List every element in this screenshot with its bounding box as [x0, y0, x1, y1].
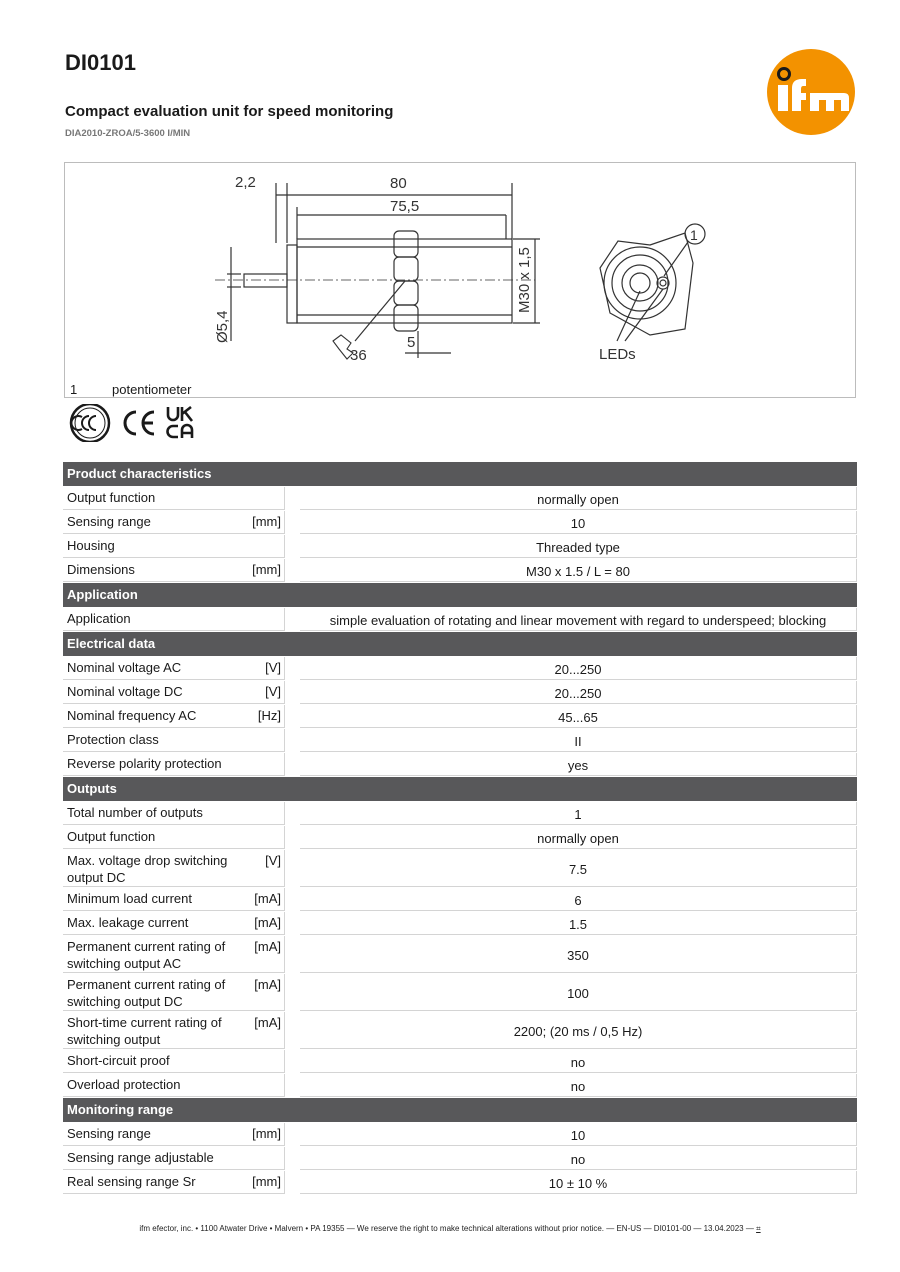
table-row	[63, 1123, 857, 1146]
dim-2-2: 2,2	[235, 174, 256, 191]
row-unit: [mA]	[254, 1015, 281, 1030]
section-header-product: Product characteristics	[63, 462, 857, 486]
row-label: Nominal voltage AC	[67, 660, 182, 675]
table-row	[63, 1171, 857, 1194]
table-row	[63, 705, 857, 728]
row-label: Sensing range	[67, 514, 151, 529]
row-value: 2200; (20 ms / 0,5 Hz)	[300, 1012, 857, 1049]
row-label: Max. leakage current	[67, 915, 189, 930]
section-header-application: Application	[63, 583, 857, 607]
table-row	[63, 974, 857, 1011]
row-value: Threaded type	[300, 535, 857, 558]
row-value: 10	[300, 1123, 857, 1146]
order-code: DIA2010-ZROA/5-3600 I/MIN	[65, 128, 191, 139]
table-row	[63, 912, 857, 935]
row-unit: [mA]	[254, 977, 281, 992]
row-value: 10 ± 10 %	[300, 1171, 857, 1194]
row-value: M30 x 1.5 / L = 80	[300, 559, 857, 582]
dimension-drawing	[64, 162, 856, 398]
leds-label: LEDs	[599, 346, 636, 363]
table-row	[63, 826, 857, 849]
table-row	[63, 681, 857, 704]
table-row	[63, 657, 857, 680]
row-value: no	[300, 1147, 857, 1170]
row-value: simple evaluation of rotating and linear movement with regard to underspeed; blocking	[300, 608, 857, 631]
row-value: 350	[300, 936, 857, 973]
table-row	[63, 888, 857, 911]
row-value: no	[300, 1074, 857, 1097]
dim-80: 80	[390, 175, 407, 192]
row-value: 10	[300, 511, 857, 534]
certification-marks	[68, 404, 208, 442]
row-label: Protection class	[67, 732, 159, 747]
row-label: Application	[67, 611, 131, 626]
row-label: Short-circuit proof	[67, 1053, 170, 1068]
row-label: Housing	[67, 538, 115, 553]
ukca-icon	[168, 407, 193, 438]
dim-thread: M30 x 1,5	[516, 247, 533, 313]
dim-wrench: 36	[350, 347, 367, 364]
row-value: 45...65	[300, 705, 857, 728]
row-label: Output function	[67, 829, 156, 844]
table-row	[63, 608, 857, 631]
row-label: Output function	[67, 490, 156, 505]
section-header-monitoring: Monitoring range	[63, 1098, 857, 1122]
row-unit: [mm]	[252, 1126, 281, 1141]
page-title: DI0101	[65, 50, 136, 75]
row-label: Total number of outputs	[67, 805, 203, 820]
table-row	[63, 535, 857, 558]
table-row	[63, 802, 857, 825]
page-footer	[0, 1224, 900, 1234]
row-unit: [mA]	[254, 939, 281, 954]
table-row	[63, 511, 857, 534]
row-value: 1.5	[300, 912, 857, 935]
table-row	[63, 1012, 857, 1049]
row-unit: [V]	[265, 660, 281, 675]
footer-text: ifm efector, inc. • 1100 Atwater Drive • Malvern • PA 19355 — We reserve the right to make technical alterations without prior notice. — EN-US — DI0101-00 — 13.04.2023 —	[139, 1224, 754, 1233]
row-label: Sensing range	[67, 1126, 151, 1141]
culus-icon	[71, 404, 109, 442]
row-unit: [V]	[265, 684, 281, 699]
row-label: Nominal voltage DC	[67, 684, 183, 699]
product-subtitle: Compact evaluation unit for speed monitoring	[65, 103, 394, 120]
ce-icon	[125, 412, 154, 434]
table-row	[63, 936, 857, 973]
drawing-svg	[65, 163, 857, 399]
row-value: 20...250	[300, 657, 857, 680]
row-value: no	[300, 1050, 857, 1073]
row-unit: [mm]	[252, 514, 281, 529]
row-unit: [Hz]	[257, 708, 281, 723]
row-label: Nominal frequency AC	[67, 708, 197, 723]
row-label: Max. voltage drop switching output DC	[67, 853, 228, 885]
legend-number: 1	[70, 382, 78, 397]
row-unit: [mA]	[254, 891, 281, 906]
row-label: Minimum load current	[67, 891, 192, 906]
row-value: 20...250	[300, 681, 857, 704]
row-value: II	[300, 729, 857, 752]
legend-text: potentiometer	[112, 382, 192, 397]
row-value: 6	[300, 888, 857, 911]
dim-5: 5	[407, 334, 416, 351]
row-label: Permanent current rating of switching output DC	[67, 977, 226, 1009]
dim-75-5: 75,5	[390, 198, 420, 215]
row-value: normally open	[300, 487, 857, 510]
section-header-electrical: Electrical data	[63, 632, 857, 656]
row-value: 7.5	[300, 850, 857, 887]
spec-table	[63, 462, 857, 1195]
row-value: yes	[300, 753, 857, 776]
table-row	[63, 1147, 857, 1170]
callout-1: 1	[690, 227, 698, 243]
row-label: Short-time current rating of switching output	[67, 1015, 222, 1047]
row-value: 1	[300, 802, 857, 825]
table-row	[63, 850, 857, 887]
table-row	[63, 729, 857, 752]
row-unit: [V]	[265, 853, 281, 868]
qr-code-icon[interactable]: ⌗	[756, 1224, 761, 1233]
section-header-outputs: Outputs	[63, 777, 857, 801]
row-value: normally open	[300, 826, 857, 849]
drawing-legend	[70, 382, 192, 397]
row-unit: [mm]	[252, 562, 281, 577]
row-unit: [mm]	[252, 1174, 281, 1189]
row-value: 100	[300, 974, 857, 1011]
row-label: Overload protection	[67, 1077, 181, 1092]
ifm-logo	[766, 48, 856, 136]
row-label: Real sensing range Sr	[67, 1174, 196, 1189]
table-row	[63, 487, 857, 510]
table-row	[63, 559, 857, 582]
dim-diameter: Ø5,4	[214, 310, 231, 343]
table-row	[63, 1074, 857, 1097]
row-label: Dimensions	[67, 562, 135, 577]
row-unit: [mA]	[254, 915, 281, 930]
row-label: Sensing range adjustable	[67, 1150, 214, 1165]
table-row	[63, 753, 857, 776]
table-row	[63, 1050, 857, 1073]
row-label: Permanent current rating of switching output AC	[67, 939, 226, 971]
row-label: Reverse polarity protection	[67, 756, 222, 771]
